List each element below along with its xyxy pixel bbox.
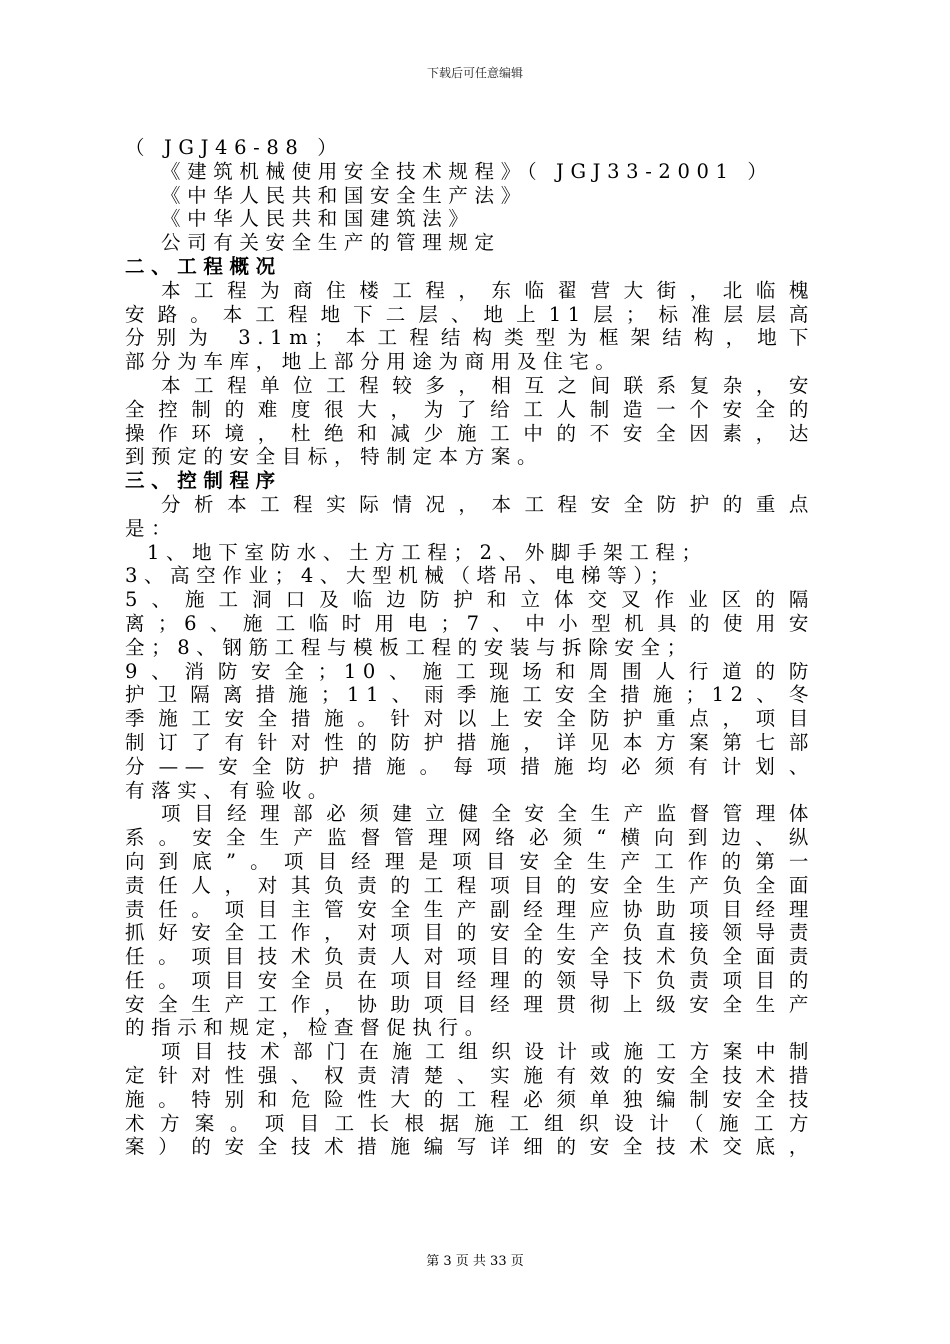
text-line: 离；6、施工临时用电；7、中小型机具的使用安 [125, 611, 815, 635]
text-line: 护卫隔离措施；11、雨季施工安全措施；12、冬 [125, 683, 815, 707]
page-header: 下载后可任意编辑 [426, 66, 523, 80]
text-line: 操作环境，杜绝和减少施工中的不安全因素，达 [125, 421, 815, 445]
text-line: 5、施工洞口及临边防护和立体交叉作业区的隔 [125, 588, 815, 612]
text-line: 系。安全生产监督管理网络必须“横向到边、纵 [125, 826, 815, 850]
text-line: 制订了有针对性的防护措施，详见本方案第七部 [125, 730, 815, 754]
text-line: 全；8、钢筋工程与模板工程的安装与拆除安全； [125, 635, 693, 659]
text-line: 9、消防安全；10、施工现场和周围人行道的防 [125, 659, 815, 683]
text-line: 《中华人民共和国安全生产法》 [161, 183, 527, 207]
text-line: 的指示和规定，检查督促执行。 [125, 1016, 491, 1040]
text-line: 公司有关安全生产的管理规定 [161, 231, 501, 255]
text-line: 任。项目安全员在项目经理的领导下负责项目的 [125, 968, 815, 992]
document-body [125, 136, 815, 1159]
text-line: 定针对性强、权责清楚、实施有效的安全技术措 [125, 1064, 815, 1088]
text-line: 1、地下室防水、土方工程；2、外脚手架工程； [147, 540, 708, 564]
text-line: 责任。项目主管安全生产副经理应协助项目经理 [125, 897, 815, 921]
text-line: 到预定的安全目标，特制定本方案。 [125, 445, 544, 469]
text-line: 季施工安全措施。针对以上安全防护重点，项目 [125, 707, 815, 731]
text-line: 任。项目技术负责人对项目的安全技术负全面责 [125, 945, 815, 969]
text-line: 分析本工程实际情况，本工程安全防护的重点 [161, 492, 815, 516]
text-line: 部分为车库，地上部分用途为商用及住宅。 [125, 350, 622, 374]
text-line: （ JGJ46-88 ） [125, 136, 344, 159]
page-footer: 第 3 页 共 33 页 [426, 1254, 524, 1269]
text-line: 本工程单位工程较多，相互之间联系复杂，安 [161, 373, 815, 397]
text-line: 分别为 3.1m；本工程结构类型为框架结构，地下 [125, 326, 815, 350]
text-line: 责任人，对其负责的工程项目的安全生产负全面 [125, 873, 815, 897]
text-line: 项目经理部必须建立健全安全生产监督管理体 [161, 802, 815, 826]
text-line: 有落实、有验收。 [125, 778, 335, 802]
section-heading: 三、控制程序 [125, 469, 282, 493]
text-line: 3、高空作业；4、大型机械（塔吊、电梯等）； [125, 564, 676, 588]
text-line: 是： [125, 516, 178, 540]
text-line: 本工程为商住楼工程，东临翟营大街，北临槐 [161, 278, 815, 302]
text-line: 安路。本工程地下二层、地上11层；标准层层高 [125, 302, 815, 326]
text-line: 《建筑机械使用安全技术规程》（ JGJ33-2001 ） [161, 159, 774, 183]
text-line: 全控制的难度很大，为了给工人制造一个安全的 [125, 397, 815, 421]
text-line: 抓好安全工作，对项目的安全生产负直接领导责 [125, 921, 815, 945]
text-line: 分——安全防护措施。每项措施均必须有计划、 [125, 754, 815, 778]
text-line: 安全生产工作，协助项目经理贯彻上级安全生产 [125, 992, 815, 1016]
text-line: 施。特别和危险性大的工程必须单独编制安全技 [125, 1087, 815, 1111]
text-line: 案）的安全技术措施编写详细的安全技术交底， [125, 1135, 815, 1159]
text-line: 向到底”。项目经理是项目安全生产工作的第一 [125, 849, 815, 873]
section-heading: 二、工程概况 [125, 254, 282, 278]
text-line: 术方案。项目工长根据施工组织设计（施工方 [125, 1111, 815, 1135]
text-line: 《中华人民共和国建筑法》 [161, 207, 475, 231]
text-line: 项目技术部门在施工组织设计或施工方案中制 [161, 1040, 815, 1064]
